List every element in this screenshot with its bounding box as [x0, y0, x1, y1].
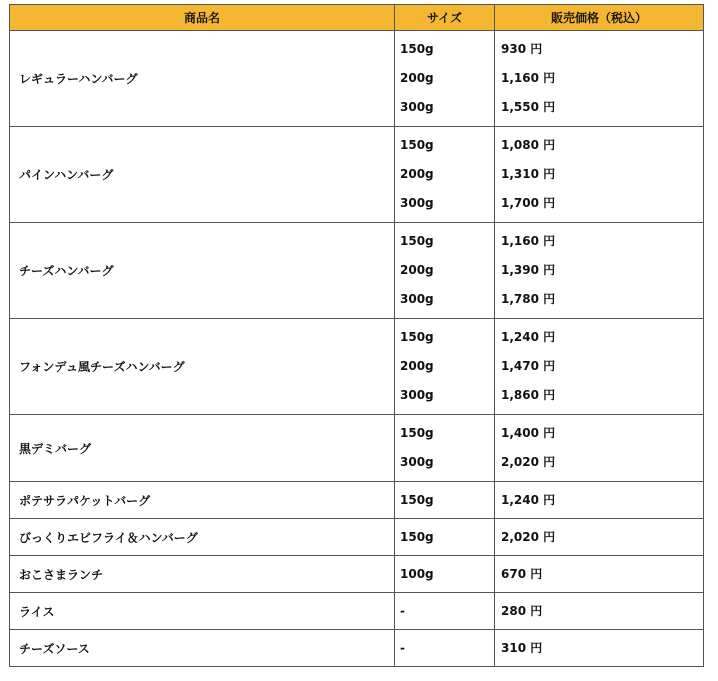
size-value: 150g: [400, 138, 434, 152]
table-row: [10, 31, 704, 127]
table-row: [10, 593, 704, 630]
product-name: ポテサラパケットバーグ: [10, 482, 395, 519]
price-value: 1,240 円: [501, 493, 556, 507]
size-cell: [395, 31, 495, 127]
price-value: 930 円: [501, 42, 543, 56]
price-value: 2,020 円: [501, 455, 556, 469]
price-value: 1,390 円: [501, 263, 556, 277]
size-value: 200g: [400, 167, 434, 181]
size-cell: [395, 593, 495, 630]
size-value: -: [400, 604, 405, 618]
size-value: 300g: [400, 292, 434, 306]
price-table: [9, 4, 704, 667]
price-value: 1,160 円: [501, 234, 556, 248]
price-value: 1,470 円: [501, 359, 556, 373]
product-name: レギュラーハンバーグ: [10, 31, 395, 127]
table-header: [10, 5, 704, 31]
price-value: 1,780 円: [501, 292, 556, 306]
price-cell: [495, 482, 704, 519]
price-value: 1,160 円: [501, 71, 556, 85]
size-value: 150g: [400, 426, 434, 440]
size-cell: [395, 482, 495, 519]
size-cell: [395, 519, 495, 556]
size-cell: [395, 415, 495, 482]
price-value: 1,400 円: [501, 426, 556, 440]
product-name: チーズハンバーグ: [10, 223, 395, 319]
price-cell: [495, 31, 704, 127]
size-value: -: [400, 641, 405, 655]
price-cell: [495, 556, 704, 593]
table-row: [10, 556, 704, 593]
header-product-name: 商品名: [10, 5, 395, 31]
size-cell: [395, 319, 495, 415]
price-cell: [495, 630, 704, 667]
size-value: 150g: [400, 42, 434, 56]
price-cell: [495, 127, 704, 223]
price-cell: [495, 593, 704, 630]
size-value: 150g: [400, 234, 434, 248]
price-value: 280 円: [501, 604, 543, 618]
price-value: 670 円: [501, 567, 543, 581]
header-price: 販売価格（税込）: [495, 5, 704, 31]
size-value: 150g: [400, 330, 434, 344]
product-name: びっくりエビフライ＆ハンバーグ: [10, 519, 395, 556]
table-row: [10, 519, 704, 556]
price-value: 1,080 円: [501, 138, 556, 152]
price-value: 1,550 円: [501, 100, 556, 114]
size-cell: [395, 630, 495, 667]
price-value: 1,240 円: [501, 330, 556, 344]
price-cell: [495, 319, 704, 415]
table-row: [10, 630, 704, 667]
size-value: 300g: [400, 455, 434, 469]
product-name: ライス: [10, 593, 395, 630]
product-name: チーズソース: [10, 630, 395, 667]
size-value: 200g: [400, 359, 434, 373]
product-name: フォンデュ風チーズハンバーグ: [10, 319, 395, 415]
size-value: 300g: [400, 388, 434, 402]
price-cell: [495, 415, 704, 482]
size-cell: [395, 223, 495, 319]
table-row: [10, 482, 704, 519]
table-row: [10, 127, 704, 223]
size-value: 100g: [400, 567, 434, 581]
product-name: パインハンバーグ: [10, 127, 395, 223]
size-cell: [395, 556, 495, 593]
price-value: 1,700 円: [501, 196, 556, 210]
table-row: [10, 415, 704, 482]
price-value: 2,020 円: [501, 530, 556, 544]
product-name: 黒デミバーグ: [10, 415, 395, 482]
price-value: 1,860 円: [501, 388, 556, 402]
table-row: [10, 223, 704, 319]
header-size: サイズ: [395, 5, 495, 31]
size-cell: [395, 127, 495, 223]
size-value: 150g: [400, 530, 434, 544]
table-row: [10, 319, 704, 415]
size-value: 300g: [400, 196, 434, 210]
price-cell: [495, 223, 704, 319]
price-value: 1,310 円: [501, 167, 556, 181]
size-value: 300g: [400, 100, 434, 114]
size-value: 150g: [400, 493, 434, 507]
price-cell: [495, 519, 704, 556]
table-body: [10, 31, 704, 667]
size-value: 200g: [400, 263, 434, 277]
size-value: 200g: [400, 71, 434, 85]
product-name: おこさまランチ: [10, 556, 395, 593]
price-value: 310 円: [501, 641, 543, 655]
